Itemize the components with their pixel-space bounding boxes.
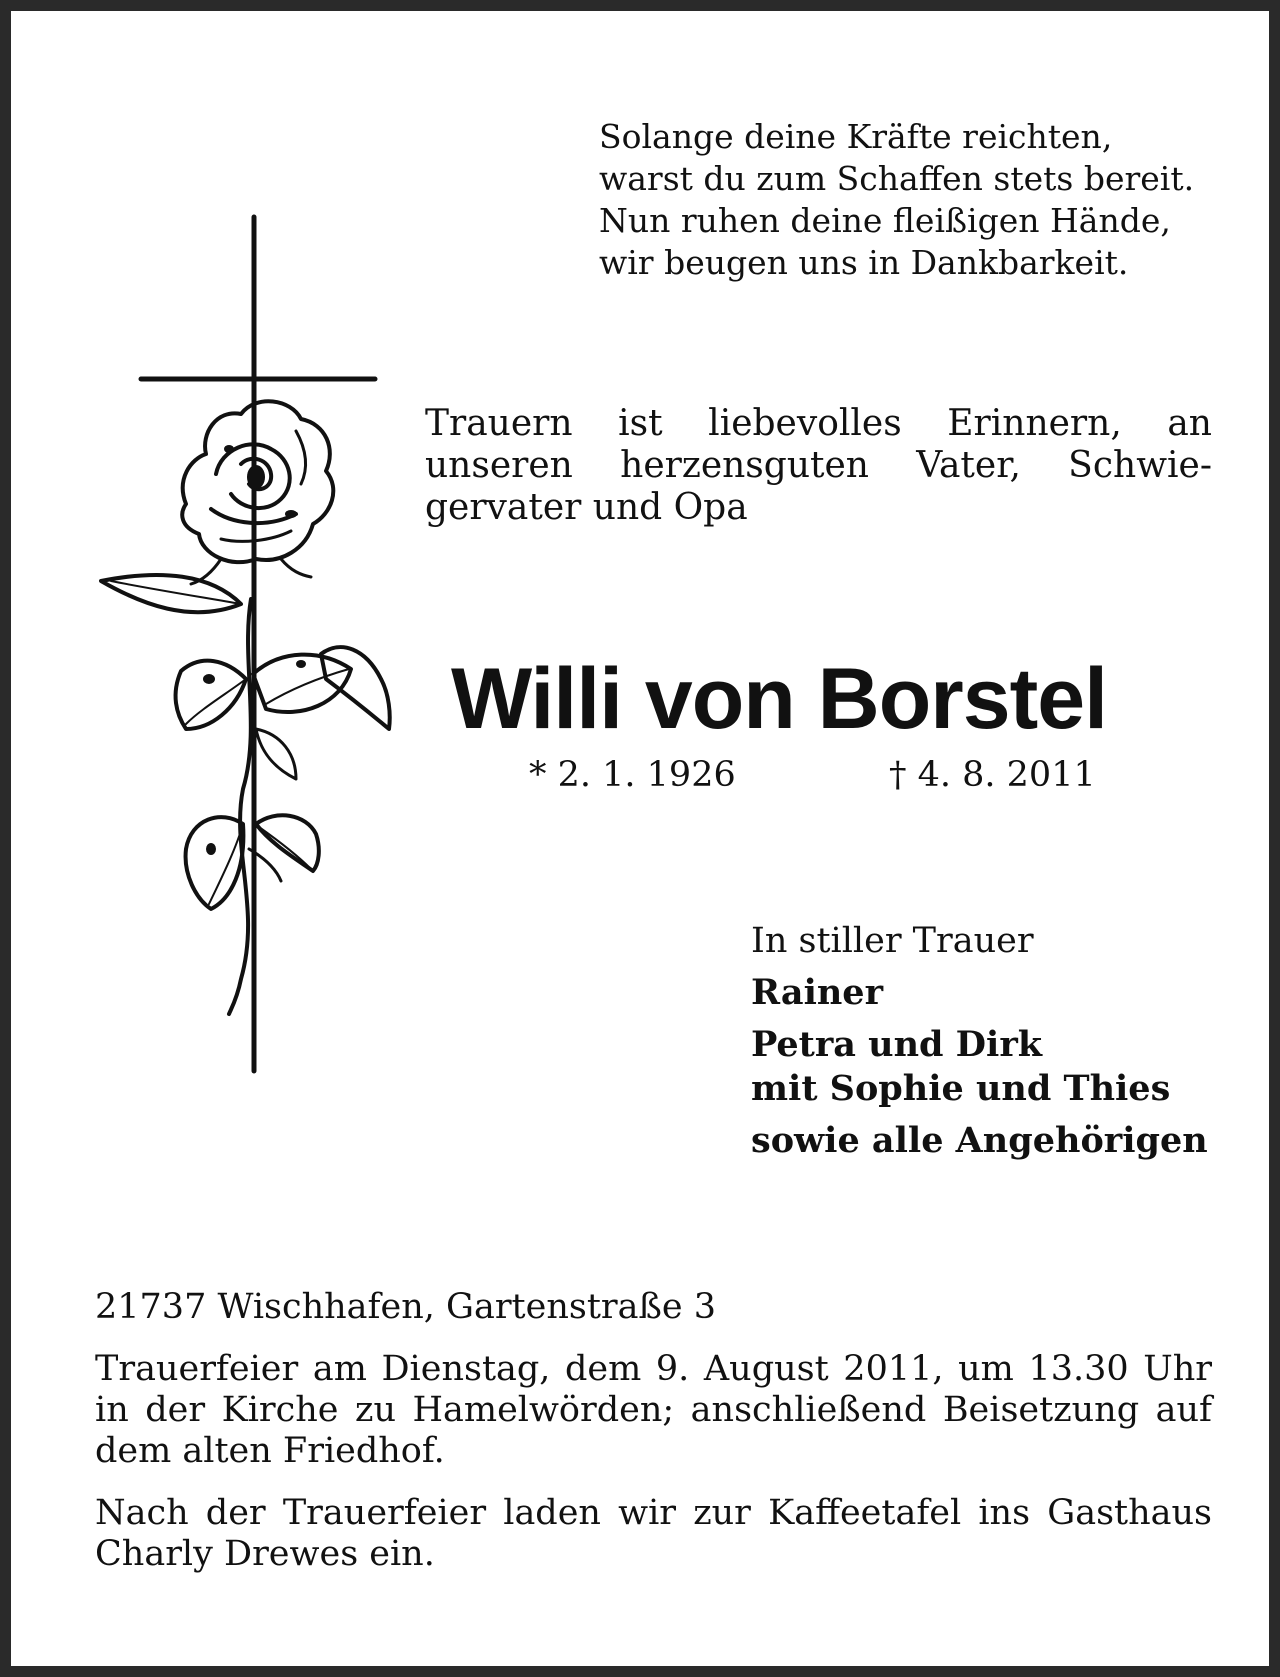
deceased-name: Willi von Borstel (451, 651, 1107, 747)
family-address: 21737 Wischhafen, Gartenstraße 3 (95, 1287, 716, 1327)
reception-info: Nach der Trauerfeier laden wir zur Kaffeetafel ins Gasthaus Charly Drewes ein. (95, 1493, 1212, 1574)
mourner-name: Rainer (751, 972, 884, 1013)
mourners-list (751, 919, 1231, 1163)
poem-line: wir beugen uns in Dankbarkeit. (599, 243, 1129, 282)
cross-and-rose-icon (91, 209, 411, 1079)
memorial-poem (599, 116, 1239, 284)
poem-line: Nun ruhen deine fleißigen Hände, (599, 201, 1171, 240)
funeral-service-info: Trauerfeier am Dienstag, dem 9. August 2011, um 13.30 Uhr in der Kirche zu Hamelwörden; anschließend Beisetzung auf dem alten Friedhof. (95, 1349, 1212, 1471)
intro-text: Trauern ist liebevolles Erinnern, an unseren herzensguten Vater, Schwiegervater und Opa (425, 403, 1212, 528)
poem-line: Solange deine Kräfte reichten, (599, 117, 1113, 156)
birth-date: * 2. 1. 1926 (529, 755, 736, 795)
mourner-name: Petra und Dirk (751, 1024, 1043, 1065)
mourners-heading: In stiller Trauer (751, 921, 1034, 961)
poem-line: warst du zum Schaffen stets bereit. (599, 159, 1195, 198)
death-date: † 4. 8. 2011 (889, 755, 1096, 795)
mourner-name: sowie alle Angehörigen (751, 1120, 1208, 1161)
mourner-name: mit Sophie und Thies (751, 1068, 1171, 1109)
